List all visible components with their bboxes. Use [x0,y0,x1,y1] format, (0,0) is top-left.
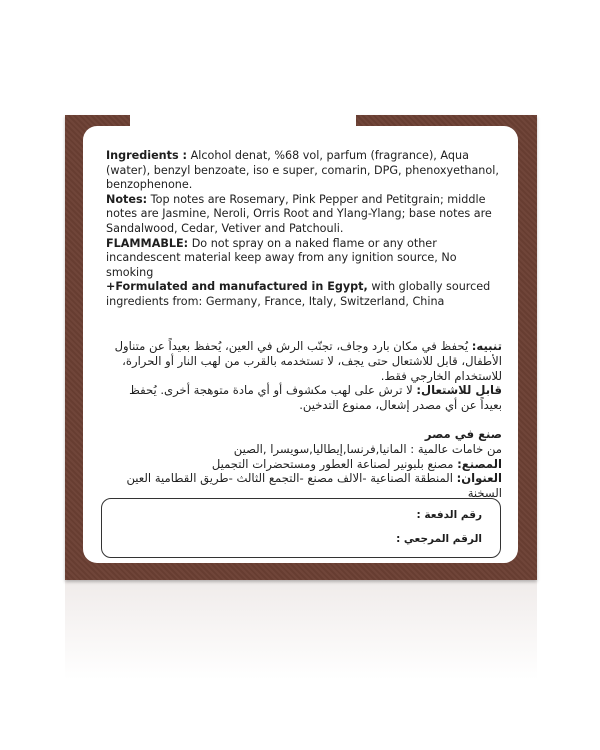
factory-label: المصنع: [457,456,502,471]
origin-paragraph [106,280,504,309]
made-in-paragraph [106,427,502,442]
factory-text: مصنع بلبونير لصناعة العطور ومستحضرات التجميل [211,456,458,471]
sourcing-text: من خامات عالمية : المانيا,فرنسا,إيطاليا,سويسرا ,الصين [233,441,502,456]
batch-number-label: رقم الدفعة : [416,509,482,521]
caution-label: تنبيه: [471,339,502,353]
address-label: العنوان: [456,471,502,486]
factory-paragraph [106,457,502,472]
notes-text: Top notes are Rosemary, Pink Pepper and Petitgrain; middle notes are Jasmine, Neroli, Orris Root and Ylang-Ylang; base notes are Sandalwood, Cedar, Vetiver and Patchouli. [106,192,492,235]
arabic-text-block [106,339,502,501]
origin-text: with globally sourced ingredients from: Germany, France, Italy, Switzerland, China [106,280,491,308]
address-text: المنطقة الصناعية -الالف مصنع -التجمع الثالث -طريق القطامية العين السخنة [126,471,502,501]
ingredients-label: Ingredients : [106,149,188,162]
arabic-flammable-text: لا ترش على لهب مكشوف أو أي مادة متوهجة أخرى. يُحفظ بعيداً عن أي مصدر إشعال، ممنوع التدخين. [129,383,502,413]
caution-paragraph [106,339,502,383]
caution-text: يُحفظ في مكان بارد وجاف، تجنّب الرش في العين، يُحفظ بعيداً عن متناول الأطفال، قابل للاشتعال حتى يجف، لا تستخدمه بالقرب من لهب النار أو الحرارة، للاستخدام الخارجي فقط. [114,339,502,383]
flammable-text: Do not spray on a naked flame or any other incandescent material keep away from any ignition source, No smoking [106,236,457,279]
ingredients-paragraph [106,149,504,193]
batch-info-box [101,498,501,558]
arabic-flammable-paragraph [106,383,502,413]
ingredients-text: Alcohol denat, %68 vol, parfum (fragrance), Aqua (water), benzyl benzoate, iso e super, comarin, DPG, phenoxyethanol, benzophenone. [106,149,499,192]
origin-label: +Formulated and manufactured in Egypt, [106,280,368,294]
flammable-paragraph [106,237,504,281]
box-reflection [65,580,537,680]
address-paragraph [106,471,502,501]
english-text-block [106,149,504,310]
made-in-label: صنع في مصر [424,426,502,441]
arabic-flammable-label: قابل للاشتعال: [416,383,502,398]
notes-paragraph [106,193,504,237]
reference-number-label: الرقم المرجعي : [396,533,482,545]
flammable-label: FLAMMABLE: [106,236,189,250]
notes-label: Notes: [106,192,148,206]
